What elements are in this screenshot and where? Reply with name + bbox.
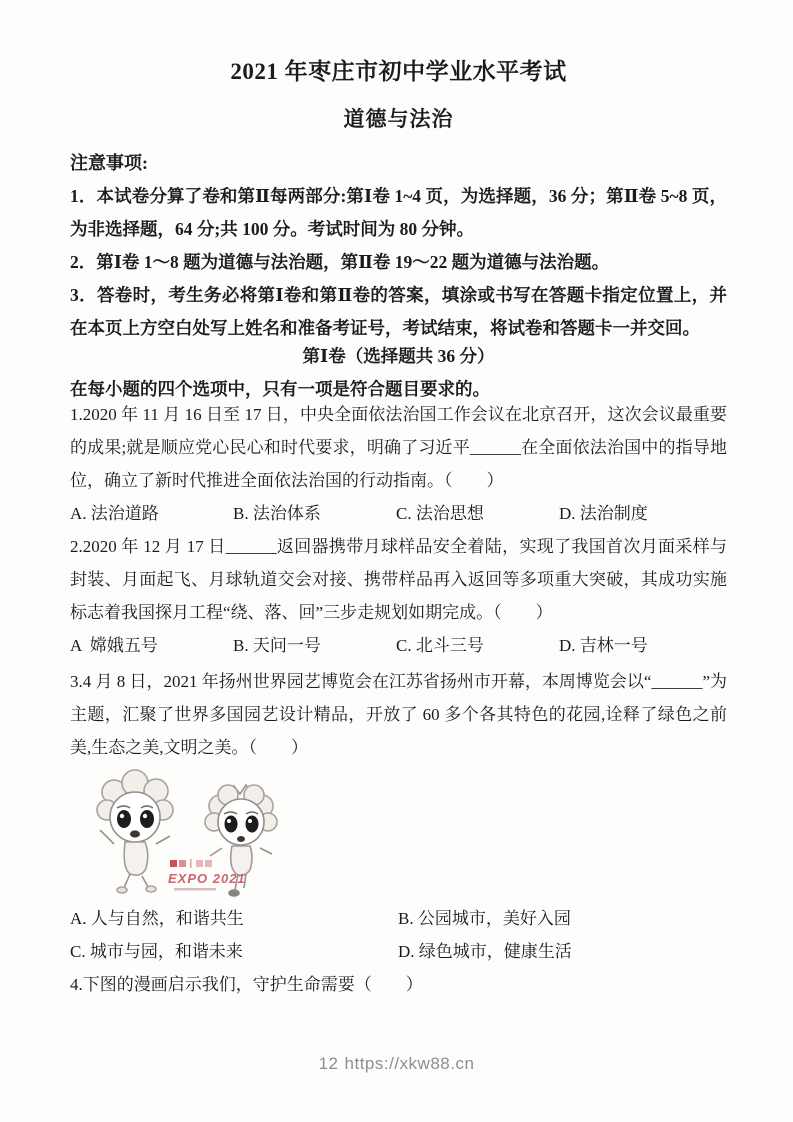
page-footer <box>0 1054 793 1074</box>
notice-item-2: 2．第Ⅰ卷 1～8 题为道德与法治题，第Ⅱ卷 19～22 题为道德与法治题。 <box>70 252 610 272</box>
page-title: 2021 年枣庄市初中学业水平考试 <box>230 59 567 84</box>
question-3-text: 3.4 月 8 日，2021 年扬州世界园艺博览会在江苏省扬州市开幕，本周博览会以“______”为主题，汇聚了世界多国园艺设计精品，开放了 60 多个各其特色的花园,诠释了绿色之前美,生态之美,文明之美。（ ） <box>70 672 727 757</box>
question-1-option-d: D. 法治制度 <box>559 504 648 523</box>
question-4-text: 4.下图的漫画启示我们，守护生命需要（ ） <box>70 975 423 994</box>
question-3-option-a: A. 人与自然，和谐共生 <box>70 909 244 928</box>
section-1-heading: 第Ⅰ卷（选择题共 36 分） <box>302 346 495 366</box>
notice-item-3: 3．答卷时，考生务必将第Ⅰ卷和第Ⅱ卷的答案，填涂或书写在答题卡指定位置上，并在本页上方空白处写上姓名和准备考证号，考试结束，将试卷和答题卡一并交回。 <box>70 285 727 338</box>
expo-mascots-image <box>62 766 314 902</box>
question-1-text: 1.2020 年 11 月 16 日至 17 日，中央全面依法治国工作会议在北京召开，这次会议最重要的成果;就是顺应党心民心和时代要求，明确了习近平______在全面依法治国中的指导地位，确立了新时代推进全面依法治国的行动指南。（ ） <box>70 405 727 490</box>
question-2-option-d: D. 吉林一号 <box>559 636 648 655</box>
question-2-option-c: C. 北斗三号 <box>396 636 484 655</box>
notices-heading: 注意事项: <box>70 153 148 173</box>
notice-item-1: 1．本试卷分算了卷和第Ⅱ每两部分:第Ⅰ卷 1~4 页，为选择题，36 分；第Ⅱ卷 5~8 页，为非选择题，64 分;共 100 分。考试时间为 80 分钟。 <box>70 186 727 239</box>
question-3-option-c: C. 城市与园，和谐未来 <box>70 942 243 961</box>
expo-logo-text: EXPO 2021 <box>168 871 246 886</box>
question-1-option-c: C. 法治思想 <box>396 504 484 523</box>
footer-site-url: https://xkw88.cn <box>344 1054 475 1073</box>
question-1-option-b: B. 法治体系 <box>233 504 321 523</box>
question-3-option-d: D. 绿色城市，健康生活 <box>398 942 572 961</box>
question-1-option-a: A. 法治道路 <box>70 504 159 523</box>
question-2-option-a: A 嫦娥五号 <box>70 636 158 655</box>
question-3-option-b: B. 公园城市，美好入园 <box>398 909 571 928</box>
question-2-options <box>70 629 727 662</box>
question-1-options <box>70 497 727 530</box>
section-1-instruction: 在每小题的四个选项中，只有一项是符合题目要求的。 <box>70 379 490 399</box>
page-subtitle: 道德与法治 <box>343 107 454 131</box>
footer-page-number: 12 <box>318 1054 339 1073</box>
question-3-options <box>70 902 727 968</box>
question-2-text: 2.2020 年 12 月 17 日______返回器携带月球样品安全着陆，实现了我国首次月面采样与封装、月面起飞、月球轨道交会对接、携带样品再入返回等多项重大突破，其成功实施标志着我国探月工程“绕、落、回”三步走规划如期完成。（ ） <box>70 537 727 622</box>
question-2-option-b: B. 天问一号 <box>233 636 321 655</box>
page-content <box>0 56 793 1001</box>
